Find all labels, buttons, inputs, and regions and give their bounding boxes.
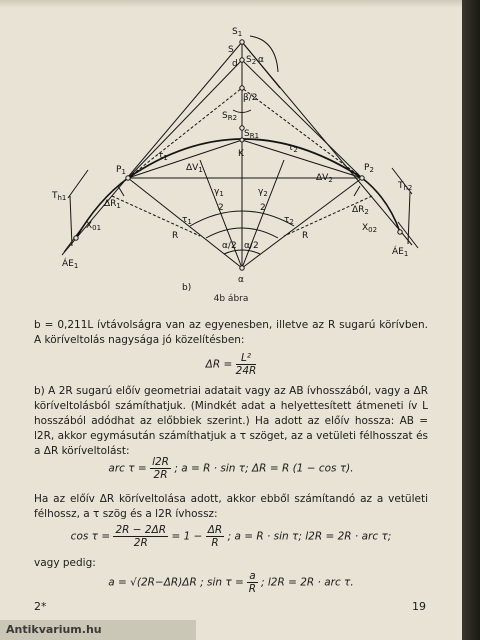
- guide-s2-right: [242, 60, 362, 178]
- label-alpha-half-right: α/2: [244, 241, 259, 251]
- label-gamma1: $\gamma_1$: [214, 187, 224, 198]
- label-sr1: $S_{R1}$: [244, 129, 260, 140]
- dashed-left: [128, 88, 242, 178]
- label-ae1-left: $ÁE_1$: [62, 259, 79, 270]
- watermark: Antikvarium.hu: [0, 620, 196, 640]
- label-s1: $S_1$: [232, 27, 243, 38]
- paragraph-4: vagy pedig:: [34, 557, 96, 569]
- point-ae1-right: [398, 230, 402, 234]
- tick-p2: [354, 186, 360, 196]
- label-beta2: β/2: [243, 93, 258, 103]
- point-p1: [126, 176, 130, 180]
- label-s2: $S_2$: [246, 55, 257, 66]
- paragraph-1: b = 0,211L ívtávolságra van az egyenesben, illetve az R sugarú körívben. A köríveltolás nagysága jó közelítésben:: [34, 319, 428, 346]
- label-th1: $T_{h1}$: [52, 191, 67, 202]
- figure-caption: 4b ábra: [213, 294, 249, 304]
- label-r-right: R: [302, 231, 309, 241]
- label-alpha-top: α: [258, 55, 264, 65]
- point-sr2: [240, 86, 244, 90]
- label-alpha-bottom: α: [238, 275, 244, 285]
- label-x02: $X_{02}$: [362, 223, 378, 234]
- chord-left: [128, 140, 242, 178]
- label-p1: $P_1$: [116, 165, 126, 176]
- label-b: b): [182, 283, 192, 293]
- label-d: d: [232, 59, 238, 69]
- point-s2: [240, 58, 244, 62]
- point-ae1-left: [74, 236, 78, 240]
- point-s: [240, 40, 244, 44]
- label-tau2-right: $\tau_2$: [288, 143, 298, 154]
- label-x01: $X_{01}$: [86, 221, 102, 232]
- label-r-left: R: [172, 231, 179, 241]
- tick-p1: [118, 186, 124, 196]
- label-tau1-left: $\tau_1$: [158, 151, 168, 162]
- book-spine: [462, 0, 480, 640]
- paragraph-3: Ha az előív ΔR köríveltolása adott, akkor ebből számítandó az a vetületi félhossz, a τ szög és a l2R ívhossz:: [34, 493, 428, 520]
- label-gamma2: $\gamma_2$: [258, 187, 268, 198]
- equation-1: ΔR = $\frac{\text{L²}}{24R}$: [205, 352, 257, 377]
- point-center: [240, 266, 244, 270]
- equation-3: cos τ = $\frac{2R - 2\Delta R}{2R}$ = 1 − $\frac{\Delta R}{R}$ ; a = R · sin τ; l2R = 2R · arc τ;: [70, 524, 392, 549]
- label-tau1: $\tau_1$: [182, 215, 192, 226]
- label-gamma2-den: 2: [260, 203, 266, 213]
- dim-th1-a: [68, 170, 88, 198]
- label-dr2: $\Delta R_2$: [352, 205, 369, 216]
- alpha-arc-top: [250, 36, 278, 72]
- page-number: 19: [412, 600, 426, 613]
- label-dv1: $\Delta V_1$: [186, 163, 203, 174]
- label-s: S: [228, 45, 234, 55]
- equation-4: a = √(2R−ΔR)ΔR ; sin τ = $\frac{a}{R}$ ; l2R = 2R · arc τ.: [108, 570, 354, 595]
- label-tau2: $\tau_2$: [284, 215, 294, 226]
- label-dr1: $\Delta R_1$: [104, 199, 121, 210]
- equation-2: arc τ = $\frac{l2R}{2R}$ ; a = R · sin τ; ΔR = R (1 − cos τ).: [108, 456, 354, 481]
- curve-diagram: [0, 0, 462, 320]
- label-th2: $T_{h2}$: [398, 181, 413, 192]
- dim-th1: [70, 196, 72, 246]
- label-ae1-right: $ÁE_1$: [392, 247, 409, 258]
- label-alpha-half-left: α/2: [222, 241, 237, 251]
- dashed-right-low: [284, 196, 372, 236]
- label-sr2: $S_{R2}$: [222, 111, 238, 122]
- label-dv2: $\Delta V_2$: [316, 173, 333, 184]
- dashed-right: [242, 88, 362, 178]
- point-p2: [360, 176, 364, 180]
- chord-right: [242, 140, 362, 178]
- page-marker-left: 2*: [34, 600, 47, 613]
- label-p2: $P_2$: [364, 163, 374, 174]
- label-gamma1-den: 2: [218, 203, 224, 213]
- label-k: K: [238, 149, 244, 159]
- paragraph-2: b) A 2R sugarú előív geometriai adatait vagy az AB ívhosszából, vagy a ΔR köríveltolásból számíthatjuk. (Mindkét adat a helyettesített átmeneti ív L hosszából adódhat az előbbiek szerint.) Ha adott az előív hossza: AB = l2R, akkor egymásután számíthatjuk a τ szöget, az a vetületi félhosszat és a ΔR köríveltolást:: [34, 385, 428, 457]
